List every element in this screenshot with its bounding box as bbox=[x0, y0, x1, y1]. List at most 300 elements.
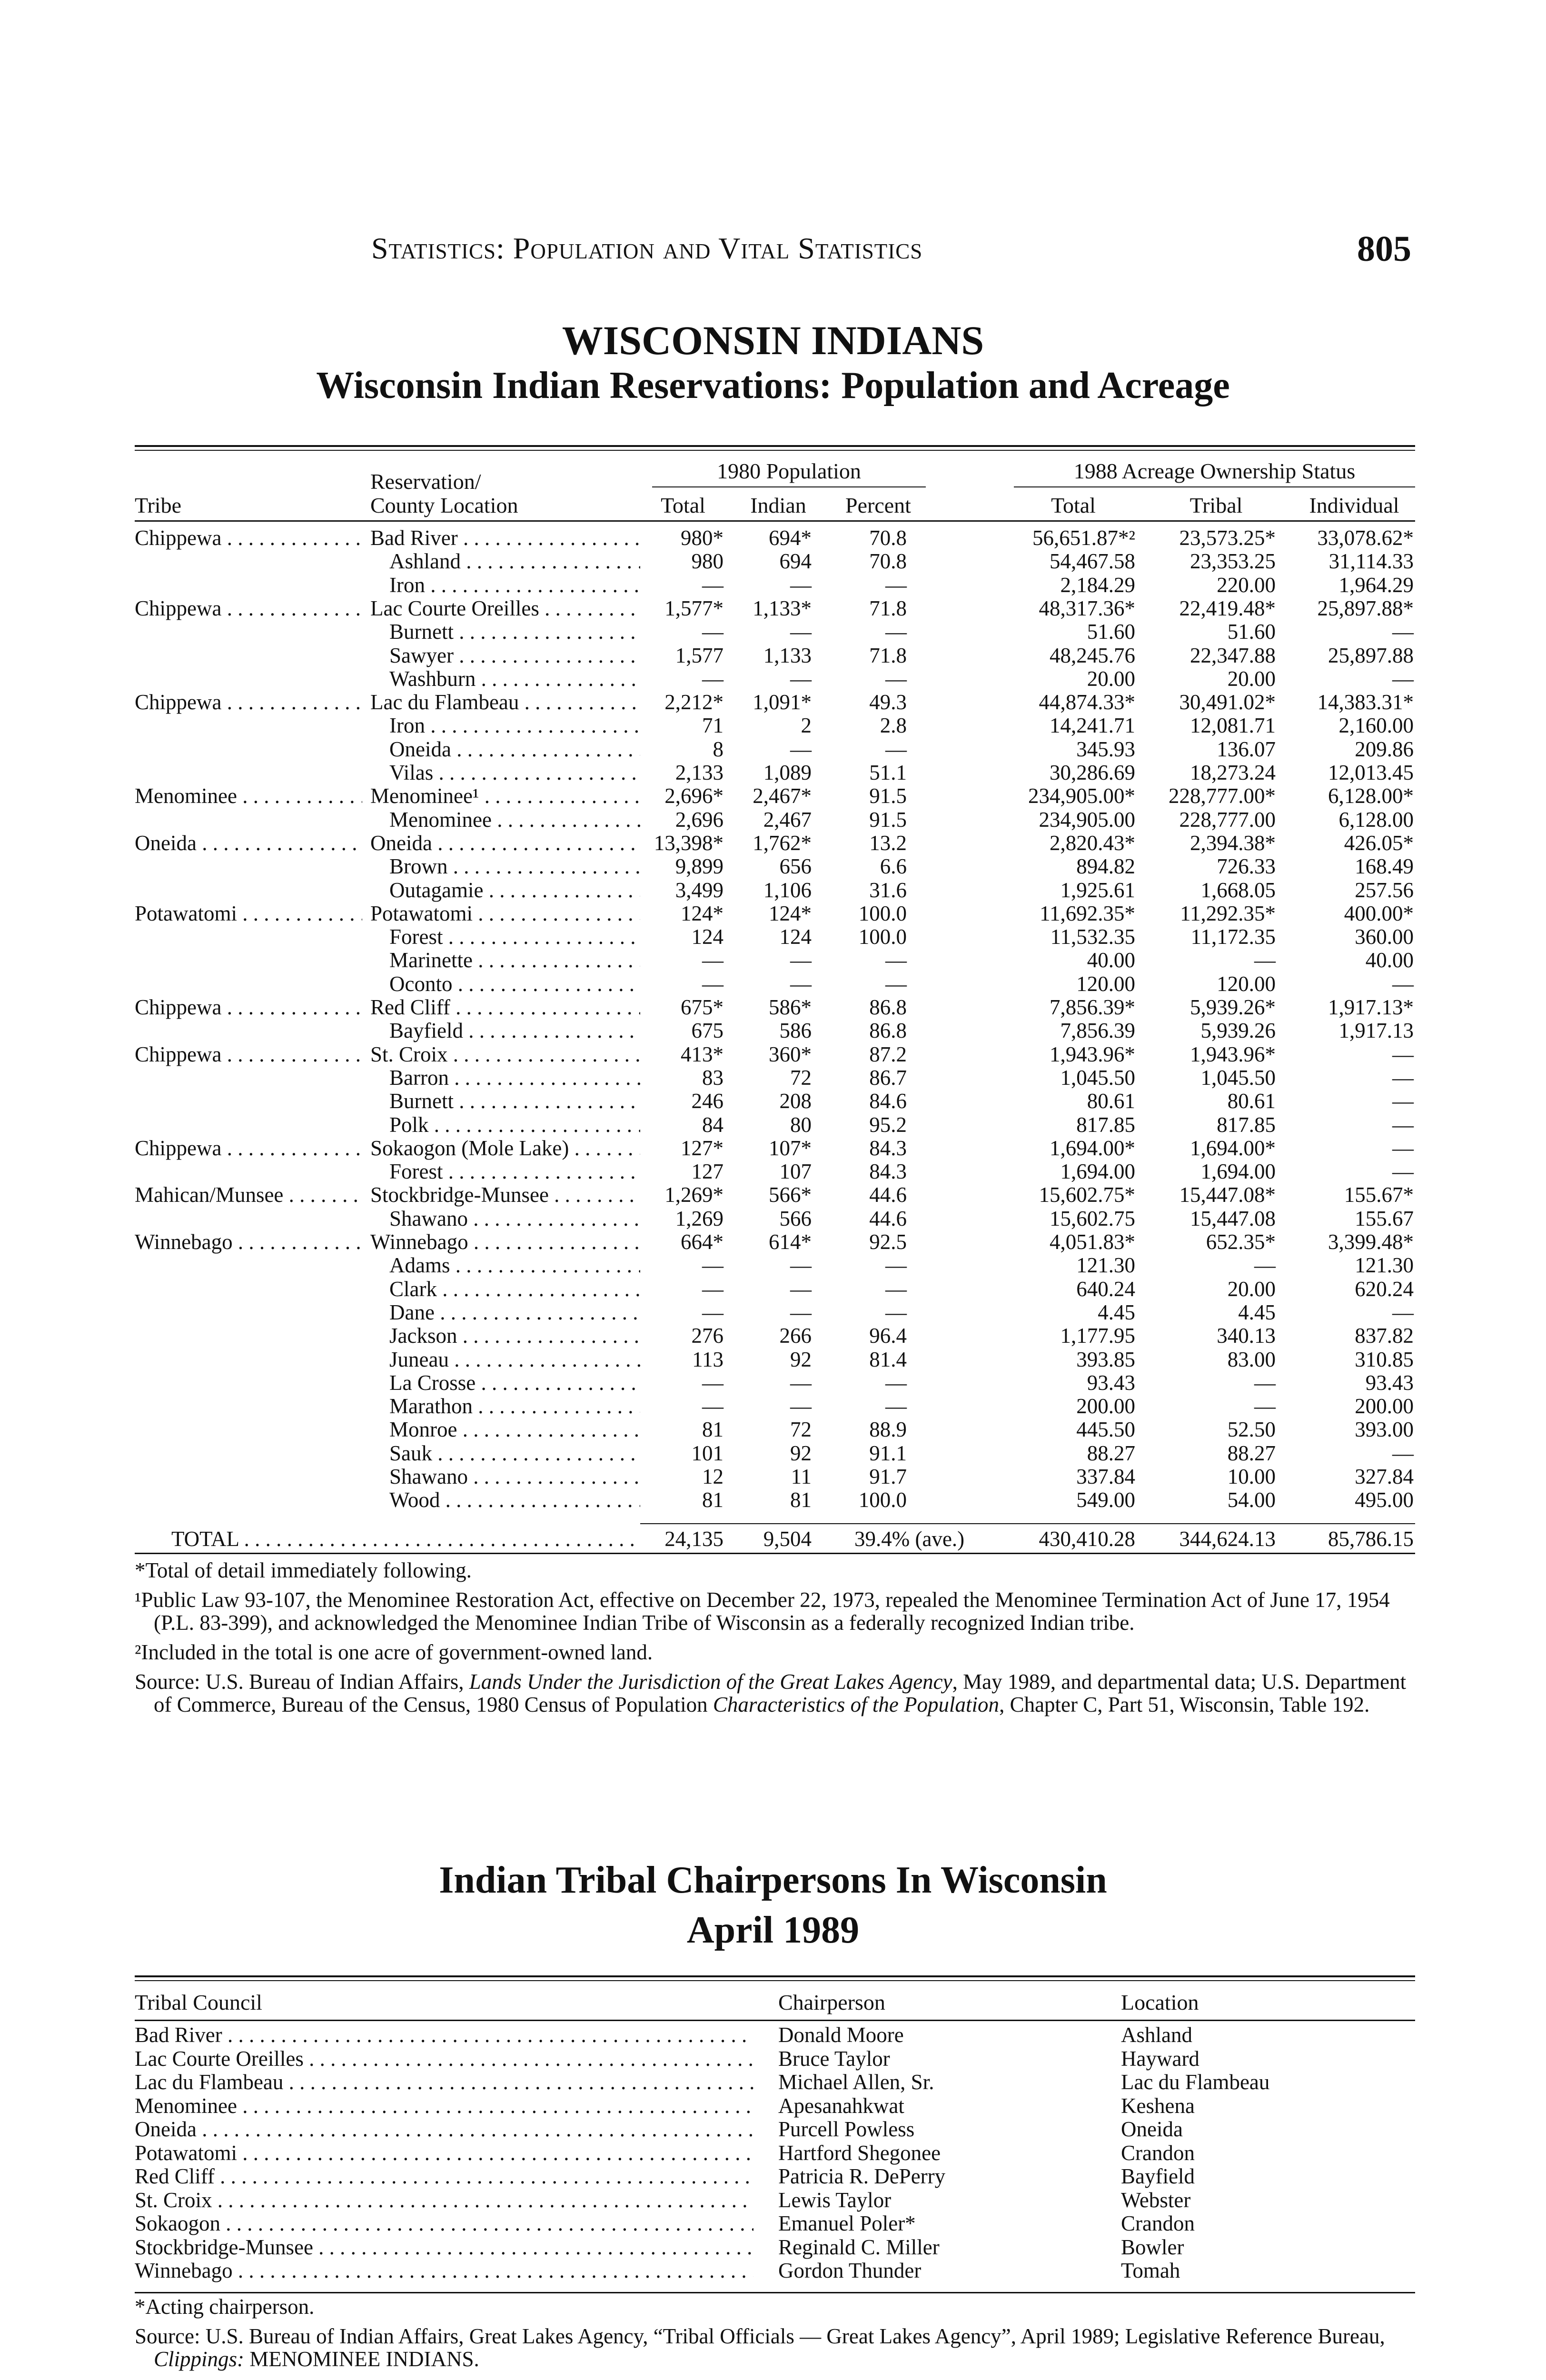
acre-tribal-cell: 817.85 bbox=[1217, 1113, 1276, 1137]
location-cell: Ashland . . . bbox=[389, 549, 640, 573]
pop-total-cell: 83 bbox=[702, 1066, 723, 1090]
total-label: TOTAL . . . bbox=[171, 1527, 640, 1551]
pop-indian-cell: — bbox=[790, 1394, 812, 1418]
pop-percent-cell: — bbox=[885, 573, 907, 597]
total-tribal: 344,624.13 bbox=[1179, 1527, 1276, 1551]
acre-total-cell: 44,874.33* bbox=[1039, 690, 1135, 714]
table1-top-rule bbox=[135, 445, 1415, 447]
pop-total-cell: 124* bbox=[681, 902, 723, 925]
table1-bottom-rule bbox=[135, 1553, 1415, 1554]
acre-tribal-cell: 20.00 bbox=[1227, 667, 1276, 691]
acre-tribal-cell: 1,668.05 bbox=[1200, 878, 1276, 902]
table1-source bbox=[135, 1670, 1415, 1716]
acre-total-cell: 393.85 bbox=[1076, 1348, 1135, 1371]
pop-percent-cell: 81.4 bbox=[869, 1348, 907, 1371]
acre-tribal-cell: 5,939.26 bbox=[1200, 1019, 1276, 1042]
acre-tribal-cell: 88.27 bbox=[1227, 1441, 1276, 1465]
table2-title: Indian Tribal Chairpersons In Wisconsin bbox=[439, 1859, 1107, 1901]
acre-individual-cell: 25,897.88* bbox=[1317, 596, 1414, 620]
pop-indian-cell: 11 bbox=[791, 1465, 812, 1488]
location-cell: Forest . . . bbox=[389, 925, 640, 949]
location-cell: Oconto . . . bbox=[389, 972, 640, 996]
acre-total-cell: 93.43 bbox=[1087, 1371, 1135, 1395]
pop-indian-cell: 586 bbox=[779, 1019, 812, 1042]
chairperson-cell: Purcell Powless bbox=[778, 2117, 915, 2141]
acre-tribal-cell: 23,573.25* bbox=[1179, 526, 1276, 550]
tribe-cell: Mahican/Munsee . . . bbox=[135, 1183, 362, 1207]
pop-indian-cell: 1,133* bbox=[753, 596, 812, 620]
acre-tribal-cell: 1,045.50 bbox=[1200, 1066, 1276, 1090]
acre-individual-cell: 257.56 bbox=[1355, 878, 1414, 902]
acre-tribal-cell: 340.13 bbox=[1217, 1324, 1276, 1348]
header-reservation-line2: County Location bbox=[370, 493, 518, 517]
pop-indian-cell: 92 bbox=[790, 1441, 812, 1465]
location-cell: Crandon bbox=[1121, 2211, 1195, 2235]
acre-total-cell: 20.00 bbox=[1087, 667, 1135, 691]
pop-percent-cell: 86.8 bbox=[869, 995, 907, 1019]
pop-indian-cell: 360* bbox=[769, 1042, 812, 1066]
pop-percent-cell: 84.3 bbox=[869, 1136, 907, 1160]
pop-total-cell: 71 bbox=[702, 714, 723, 737]
tribe-cell: Chippewa . . . bbox=[135, 690, 362, 714]
acre-individual-cell: 93.43 bbox=[1365, 1371, 1414, 1395]
acre-individual-cell: — bbox=[1392, 667, 1414, 691]
council-cell: Bad River . . . bbox=[135, 2023, 753, 2047]
acre-individual-cell: 620.24 bbox=[1355, 1277, 1414, 1301]
pop-indian-cell: — bbox=[790, 620, 812, 644]
running-head: Statistics: Population and Vital Statistics bbox=[371, 231, 923, 265]
location-cell: Iron . . . bbox=[389, 573, 640, 597]
pop-indian-cell: 586* bbox=[769, 995, 812, 1019]
location-cell: Ashland bbox=[1121, 2023, 1192, 2047]
pop-total-cell: — bbox=[702, 972, 723, 996]
acre-tribal-cell: 120.00 bbox=[1217, 972, 1276, 996]
acre-tribal-cell: 652.35* bbox=[1206, 1230, 1276, 1254]
acre-tribal-cell: 228,777.00 bbox=[1179, 808, 1276, 832]
table2-header-bottom-rule bbox=[135, 2020, 1415, 2021]
chairperson-cell: Hartford Shegonee bbox=[778, 2141, 941, 2165]
pop-total-cell: 127 bbox=[691, 1160, 723, 1183]
acre-tribal-cell: — bbox=[1254, 1253, 1276, 1277]
pop-percent-cell: 91.1 bbox=[869, 1441, 907, 1465]
pop-indian-cell: 124 bbox=[779, 925, 812, 949]
pop-indian-cell: 107 bbox=[779, 1160, 812, 1183]
tribe-cell: Chippewa . . . bbox=[135, 1136, 362, 1160]
pop-indian-cell: 124* bbox=[769, 902, 812, 925]
header-reservation-line1: Reservation/ bbox=[370, 469, 481, 494]
acre-tribal-cell: 30,491.02* bbox=[1179, 690, 1276, 714]
council-cell: Sokaogon . . . bbox=[135, 2211, 753, 2235]
location-cell: Iron . . . bbox=[389, 714, 640, 737]
tribe-cell: Chippewa . . . bbox=[135, 995, 362, 1019]
acre-total-cell: 1,045.50 bbox=[1060, 1066, 1135, 1090]
pop-total-cell: 1,269 bbox=[675, 1207, 723, 1230]
acre-tribal-cell: 51.60 bbox=[1227, 620, 1276, 644]
acre-individual-cell: 495.00 bbox=[1355, 1488, 1414, 1512]
pop-total-cell: — bbox=[702, 1394, 723, 1418]
chairperson-cell: Reginald C. Miller bbox=[778, 2235, 940, 2259]
pop-percent-cell: — bbox=[885, 1253, 907, 1277]
council-cell: Red Cliff . . . bbox=[135, 2164, 753, 2188]
source-italic-title: Lands Under the Jurisdiction of the Great Lakes Agency bbox=[469, 1670, 952, 1694]
acre-total-cell: 1,694.00* bbox=[1050, 1136, 1135, 1160]
pop-indian-cell: 694 bbox=[779, 549, 812, 573]
chairperson-cell: Bruce Taylor bbox=[778, 2047, 890, 2071]
acre-tribal-cell: 5,939.26* bbox=[1190, 995, 1276, 1019]
acre-total-cell: 549.00 bbox=[1076, 1488, 1135, 1512]
location-cell: Bowler bbox=[1121, 2235, 1184, 2259]
pop-percent-cell: 86.7 bbox=[869, 1066, 907, 1090]
pop-total-cell: 980* bbox=[681, 526, 723, 550]
total-indian: 9,504 bbox=[763, 1527, 812, 1551]
acre-individual-cell: 327.84 bbox=[1355, 1465, 1414, 1488]
acre-tribal-cell: 80.61 bbox=[1227, 1089, 1276, 1113]
header-location: Location bbox=[1121, 1990, 1199, 2014]
page-number: 805 bbox=[1357, 229, 1411, 269]
source-italic-title: Characteristics of the Population bbox=[713, 1693, 1000, 1716]
acre-individual-cell: 360.00 bbox=[1355, 925, 1414, 949]
acre-individual-cell: 400.00* bbox=[1344, 902, 1414, 925]
acre-individual-cell: — bbox=[1392, 1136, 1414, 1160]
source-text: MENOMINEE INDIANS. bbox=[244, 2347, 479, 2371]
pop-total-cell: 84 bbox=[702, 1113, 723, 1137]
tribe-cell: Menominee . . . bbox=[135, 784, 362, 808]
acre-total-cell: 80.61 bbox=[1087, 1089, 1135, 1113]
pop-percent-cell: 6.6 bbox=[880, 854, 907, 878]
table2-source bbox=[135, 2325, 1415, 2370]
council-cell: Oneida . . . bbox=[135, 2117, 753, 2141]
acre-total-cell: 337.84 bbox=[1076, 1465, 1135, 1488]
note-asterisk: *Total of detail immediately following. bbox=[135, 1558, 472, 1582]
note-acting: *Acting chairperson. bbox=[135, 2295, 315, 2319]
acre-tribal-cell: 83.00 bbox=[1227, 1348, 1276, 1371]
acre-individual-cell: — bbox=[1392, 1160, 1414, 1183]
source-text: , Chapter C, Part 51, Wisconsin, Table 192. bbox=[999, 1693, 1370, 1716]
location-cell: Washburn . . . bbox=[389, 667, 640, 691]
pop-total-cell: 246 bbox=[691, 1089, 723, 1113]
pop-percent-cell: — bbox=[885, 972, 907, 996]
acre-total-cell: 7,856.39* bbox=[1050, 995, 1135, 1019]
pop-percent-cell: 84.6 bbox=[869, 1089, 907, 1113]
table1-subtitle: Wisconsin Indian Reservations: Population and Acreage bbox=[316, 365, 1230, 407]
total-percent: 39.4% (ave.) bbox=[854, 1527, 965, 1551]
location-cell: Outagamie . . . bbox=[389, 878, 640, 902]
pop-total-cell: 2,696 bbox=[675, 808, 723, 832]
acre-individual-cell: — bbox=[1392, 1089, 1414, 1113]
pop-indian-cell: 81 bbox=[790, 1488, 812, 1512]
acre-tribal-cell: 52.50 bbox=[1227, 1418, 1276, 1441]
header-acre-tribal: Tribal bbox=[1189, 493, 1243, 517]
pop-total-cell: 276 bbox=[691, 1324, 723, 1348]
pop-percent-cell: 31.6 bbox=[869, 878, 907, 902]
header-chairperson: Chairperson bbox=[778, 1990, 885, 2014]
acre-total-cell: 48,317.36* bbox=[1039, 596, 1135, 620]
location-cell: Bad River . . . bbox=[370, 526, 640, 550]
location-cell: Dane . . . bbox=[389, 1300, 640, 1324]
table2-subtitle: April 1989 bbox=[686, 1909, 860, 1951]
pop-percent-cell: — bbox=[885, 948, 907, 972]
pop-total-cell: — bbox=[702, 1300, 723, 1324]
pop-percent-cell: 71.8 bbox=[869, 644, 907, 667]
location-cell: Shawano . . . bbox=[389, 1207, 640, 1230]
pop-percent-cell: 100.0 bbox=[858, 925, 907, 949]
location-cell: Brown . . . bbox=[389, 854, 640, 878]
location-cell: Barron . . . bbox=[389, 1066, 640, 1090]
pop-percent-cell: — bbox=[885, 1277, 907, 1301]
table1-top-rule-2 bbox=[135, 450, 1415, 451]
acre-tribal-cell: 1,943.96* bbox=[1190, 1042, 1276, 1066]
acre-individual-cell: — bbox=[1392, 972, 1414, 996]
pop-percent-cell: — bbox=[885, 667, 907, 691]
pop-indian-cell: 1,089 bbox=[763, 761, 812, 784]
acre-individual-cell: — bbox=[1392, 1113, 1414, 1137]
acre-total-cell: 234,905.00* bbox=[1028, 784, 1135, 808]
acre-individual-cell: — bbox=[1392, 1042, 1414, 1066]
acre-individual-cell: 310.85 bbox=[1355, 1348, 1414, 1371]
location-cell: Adams . . . bbox=[389, 1253, 640, 1277]
pop-percent-cell: 49.3 bbox=[869, 690, 907, 714]
location-cell: Webster bbox=[1121, 2188, 1191, 2212]
location-cell: La Crosse . . . bbox=[389, 1371, 640, 1395]
pop-total-cell: — bbox=[702, 667, 723, 691]
pop-percent-cell: 96.4 bbox=[869, 1324, 907, 1348]
acre-total-cell: 15,602.75 bbox=[1050, 1207, 1135, 1230]
location-cell: Lac du Flambeau bbox=[1121, 2070, 1270, 2094]
acre-total-cell: 14,241.71 bbox=[1050, 714, 1135, 737]
acre-tribal-cell: 11,292.35* bbox=[1180, 902, 1276, 925]
location-cell: Marathon . . . bbox=[389, 1394, 640, 1418]
pop-indian-cell: 694* bbox=[769, 526, 812, 550]
acre-individual-cell: 1,917.13 bbox=[1338, 1019, 1414, 1042]
acre-individual-cell: 40.00 bbox=[1365, 948, 1414, 972]
acre-individual-cell: 6,128.00 bbox=[1338, 808, 1414, 832]
pop-percent-cell: 86.8 bbox=[869, 1019, 907, 1042]
council-cell: Lac du Flambeau . . . bbox=[135, 2070, 753, 2094]
location-cell: Marinette . . . bbox=[389, 948, 640, 972]
location-cell: Oneida . . . bbox=[389, 737, 640, 761]
acre-individual-cell: 155.67* bbox=[1344, 1183, 1414, 1207]
location-cell: Stockbridge-Munsee . . . bbox=[370, 1183, 640, 1207]
acre-total-cell: 7,856.39 bbox=[1060, 1019, 1135, 1042]
pop-percent-cell: 71.8 bbox=[869, 596, 907, 620]
pop-indian-cell: 72 bbox=[790, 1066, 812, 1090]
header-tribe: Tribe bbox=[135, 493, 181, 517]
pop-total-cell: 3,499 bbox=[675, 878, 723, 902]
location-cell: Sawyer . . . bbox=[389, 644, 640, 667]
pop-indian-cell: — bbox=[790, 737, 812, 761]
chairperson-cell: Lewis Taylor bbox=[778, 2188, 892, 2212]
acre-tribal-cell: 1,694.00* bbox=[1190, 1136, 1276, 1160]
table2-top-rule bbox=[135, 1975, 1415, 1977]
pop-total-cell: 13,398* bbox=[654, 831, 723, 855]
pop-indian-cell: — bbox=[790, 1277, 812, 1301]
location-cell: Potawatomi . . . bbox=[370, 902, 640, 925]
acre-total-cell: 2,184.29 bbox=[1060, 573, 1135, 597]
location-cell: St. Croix . . . bbox=[370, 1042, 640, 1066]
location-cell: Clark . . . bbox=[389, 1277, 640, 1301]
pop-total-cell: — bbox=[702, 1277, 723, 1301]
pop-indian-cell: 2 bbox=[801, 714, 812, 737]
location-cell: Lac Courte Oreilles . . . bbox=[370, 596, 640, 620]
acre-total-cell: 1,925.61 bbox=[1060, 878, 1135, 902]
table1-total-rule bbox=[640, 1523, 1415, 1524]
acre-tribal-cell: 15,447.08 bbox=[1190, 1207, 1276, 1230]
pop-indian-cell: 614* bbox=[769, 1230, 812, 1254]
acre-individual-cell: — bbox=[1392, 620, 1414, 644]
acre-individual-cell: 14,383.31* bbox=[1317, 690, 1414, 714]
source-text: Source: U.S. Bureau of Indian Affairs, Great Lakes Agency, “Tribal Officials — Great Lakes Agency”, April 1989; Legislative Reference Bureau, bbox=[135, 2324, 1385, 2348]
chairperson-cell: Emanuel Poler* bbox=[778, 2211, 916, 2235]
header-pop-total: Total bbox=[661, 493, 705, 517]
tribe-cell: Chippewa . . . bbox=[135, 596, 362, 620]
pop-percent-cell: 100.0 bbox=[858, 1488, 907, 1512]
acre-tribal-cell: 12,081.71 bbox=[1190, 714, 1276, 737]
pop-percent-cell: 84.3 bbox=[869, 1160, 907, 1183]
table2-notes bbox=[135, 2295, 1415, 2377]
acre-total-cell: 2,820.43* bbox=[1050, 831, 1135, 855]
header-acre-total: Total bbox=[1051, 493, 1096, 517]
header-pop-indian: Indian bbox=[750, 493, 806, 517]
location-cell: Lac du Flambeau . . . bbox=[370, 690, 640, 714]
total-acre: 430,410.28 bbox=[1039, 1527, 1135, 1551]
pop-indian-cell: 656 bbox=[779, 854, 812, 878]
pop-total-cell: 1,577 bbox=[675, 644, 723, 667]
location-cell: Monroe . . . bbox=[389, 1418, 640, 1441]
acre-tribal-cell: 18,273.24 bbox=[1190, 761, 1276, 784]
acre-total-cell: 4,051.83* bbox=[1050, 1230, 1135, 1254]
acre-tribal-cell: — bbox=[1254, 1394, 1276, 1418]
pop-percent-cell: — bbox=[885, 1371, 907, 1395]
total-individual: 85,786.15 bbox=[1328, 1527, 1414, 1551]
pop-percent-cell: — bbox=[885, 620, 907, 644]
pop-percent-cell: 91.5 bbox=[869, 808, 907, 832]
pop-percent-cell: 13.2 bbox=[869, 831, 907, 855]
pop-indian-cell: — bbox=[790, 1253, 812, 1277]
council-cell: Menominee . . . bbox=[135, 2094, 753, 2118]
location-cell: Bayfield . . . bbox=[389, 1019, 640, 1042]
acre-tribal-cell: 20.00 bbox=[1227, 1277, 1276, 1301]
acre-total-cell: 1,943.96* bbox=[1050, 1042, 1135, 1066]
pop-indian-cell: 208 bbox=[779, 1089, 812, 1113]
pop-indian-cell: — bbox=[790, 948, 812, 972]
chairperson-cell: Michael Allen, Sr. bbox=[778, 2070, 934, 2094]
acre-tribal-cell: 4.45 bbox=[1238, 1300, 1276, 1324]
chairperson-cell: Gordon Thunder bbox=[778, 2259, 922, 2282]
council-cell: St. Croix . . . bbox=[135, 2188, 753, 2212]
pop-total-cell: — bbox=[702, 948, 723, 972]
pop-indian-cell: — bbox=[790, 573, 812, 597]
pop-indian-cell: 1,762* bbox=[753, 831, 812, 855]
council-cell: Winnebago . . . bbox=[135, 2259, 753, 2282]
location-cell: Hayward bbox=[1121, 2047, 1199, 2071]
acre-total-cell: 894.82 bbox=[1076, 854, 1135, 878]
location-cell: Wood . . . bbox=[389, 1488, 640, 1512]
pop-percent-cell: 91.5 bbox=[869, 784, 907, 808]
acre-individual-cell: — bbox=[1392, 1066, 1414, 1090]
location-cell: Shawano . . . bbox=[389, 1465, 640, 1488]
pop-percent-cell: 92.5 bbox=[869, 1230, 907, 1254]
location-cell: Vilas . . . bbox=[389, 761, 640, 784]
pop-total-cell: 2,133 bbox=[675, 761, 723, 784]
pop-percent-cell: — bbox=[885, 1300, 907, 1324]
pop-total-cell: 664* bbox=[681, 1230, 723, 1254]
location-cell: Sokaogon (Mole Lake) . . . bbox=[370, 1136, 640, 1160]
acre-total-cell: 54,467.58 bbox=[1050, 549, 1135, 573]
tribe-cell: Oneida . . . bbox=[135, 831, 362, 855]
acre-individual-cell: 121.30 bbox=[1355, 1253, 1414, 1277]
acre-tribal-cell: 10.00 bbox=[1227, 1465, 1276, 1488]
pop-percent-cell: 87.2 bbox=[869, 1042, 907, 1066]
chairperson-cell: Donald Moore bbox=[778, 2023, 904, 2047]
location-cell: Juneau . . . bbox=[389, 1348, 640, 1371]
acre-individual-cell: 837.82 bbox=[1355, 1324, 1414, 1348]
pop-indian-cell: 1,106 bbox=[763, 878, 812, 902]
acre-tribal-cell: 220.00 bbox=[1217, 573, 1276, 597]
acre-tribal-cell: 1,694.00 bbox=[1200, 1160, 1276, 1183]
source-italic-title: Clippings: bbox=[154, 2347, 245, 2371]
pop-indian-cell: 107* bbox=[769, 1136, 812, 1160]
acre-total-cell: 234,905.00 bbox=[1039, 808, 1135, 832]
pop-total-cell: 101 bbox=[691, 1441, 723, 1465]
pop-total-cell: 675 bbox=[691, 1019, 723, 1042]
acre-individual-cell: 3,399.48* bbox=[1328, 1230, 1414, 1254]
tribe-cell: Potawatomi . . . bbox=[135, 902, 362, 925]
tribe-cell: Chippewa . . . bbox=[135, 526, 362, 550]
pop-percent-cell: — bbox=[885, 737, 907, 761]
acre-total-cell: 30,286.69 bbox=[1050, 761, 1135, 784]
pop-indian-cell: — bbox=[790, 972, 812, 996]
acre-tribal-cell: 22,347.88 bbox=[1190, 644, 1276, 667]
pop-total-cell: 1,577* bbox=[664, 596, 723, 620]
pop-percent-cell: 44.6 bbox=[869, 1207, 907, 1230]
table1-header-bottom-rule bbox=[135, 520, 1415, 522]
location-cell: Red Cliff . . . bbox=[370, 995, 640, 1019]
pop-total-cell: 1,269* bbox=[664, 1183, 723, 1207]
acre-individual-cell: 12,013.45 bbox=[1328, 761, 1414, 784]
table1-notes bbox=[135, 1559, 1415, 1723]
acre-tribal-cell: 228,777.00* bbox=[1169, 784, 1276, 808]
acre-group-rule bbox=[1014, 486, 1415, 487]
pop-percent-cell: 2.8 bbox=[880, 714, 907, 737]
acre-tribal-cell: 726.33 bbox=[1217, 854, 1276, 878]
pop-indian-cell: 566* bbox=[769, 1183, 812, 1207]
note-2: ²Included in the total is one acre of government-owned land. bbox=[135, 1640, 653, 1664]
location-cell: Oneida bbox=[1121, 2117, 1183, 2141]
pop-total-cell: 9,899 bbox=[675, 854, 723, 878]
pop-total-cell: 8 bbox=[713, 737, 723, 761]
acre-tribal-cell: 2,394.38* bbox=[1190, 831, 1276, 855]
pop-indian-cell: 1,133 bbox=[763, 644, 812, 667]
council-cell: Stockbridge-Munsee . . . bbox=[135, 2235, 753, 2259]
table2-top-rule-2 bbox=[135, 1980, 1415, 1981]
acre-total-cell: 88.27 bbox=[1087, 1441, 1135, 1465]
source-text: Source: U.S. Bureau of Indian Affairs, bbox=[135, 1670, 469, 1694]
acre-total-cell: 120.00 bbox=[1076, 972, 1135, 996]
location-cell: Burnett . . . bbox=[389, 1089, 640, 1113]
location-cell: Burnett . . . bbox=[389, 620, 640, 644]
acre-total-cell: 817.85 bbox=[1076, 1113, 1135, 1137]
council-cell: Lac Courte Oreilles . . . bbox=[135, 2047, 753, 2071]
pop-total-cell: 980 bbox=[691, 549, 723, 573]
acre-tribal-cell: 22,419.48* bbox=[1179, 596, 1276, 620]
pop-indian-cell: 72 bbox=[790, 1418, 812, 1441]
pop-total-cell: — bbox=[702, 620, 723, 644]
acre-tribal-cell: — bbox=[1254, 948, 1276, 972]
acre-tribal-cell: — bbox=[1254, 1371, 1276, 1395]
location-cell: Keshena bbox=[1121, 2094, 1195, 2118]
acre-total-cell: 48,245.76 bbox=[1050, 644, 1135, 667]
council-cell: Potawatomi . . . bbox=[135, 2141, 753, 2165]
